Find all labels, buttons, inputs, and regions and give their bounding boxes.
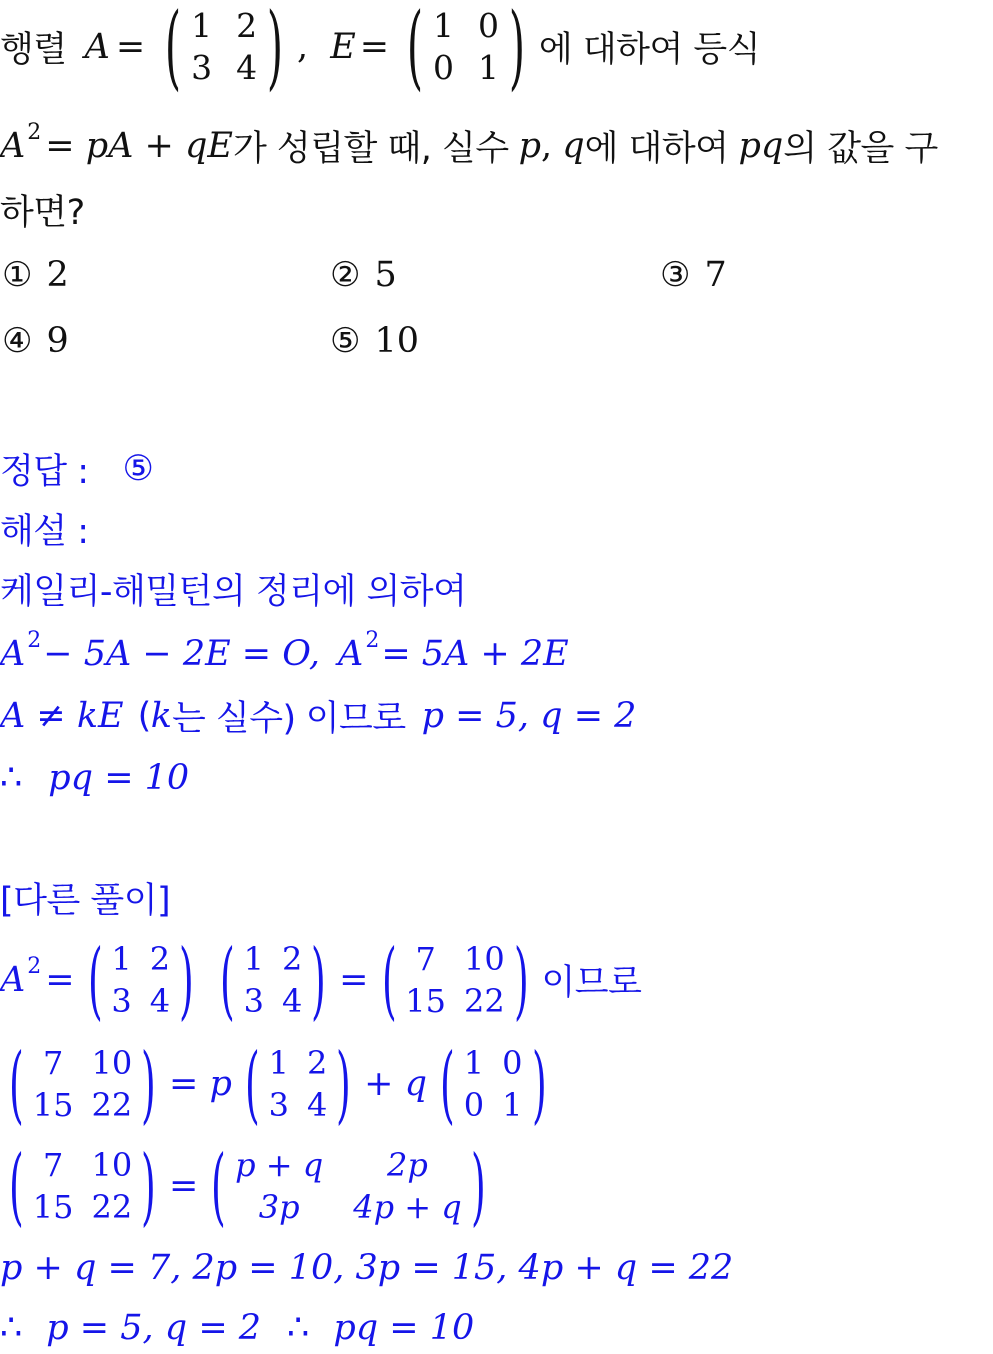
matrix-cell: 1 (268, 1044, 289, 1082)
matrix-a-label: A (84, 27, 110, 67)
explanation-result (0, 752, 189, 804)
equals-sign: = (45, 960, 75, 1000)
matrix (373, 931, 538, 1029)
matrix-grid (33, 1145, 132, 1227)
choice-marker: ② (330, 255, 361, 295)
matrix-cell: 7 (415, 940, 436, 978)
matrix-grid (244, 939, 303, 1021)
right-paren: ) (141, 1137, 156, 1235)
explanation-label-line (0, 504, 89, 554)
alt-line-2 (0, 1035, 559, 1133)
equals-sign: = (339, 960, 369, 1000)
matrix-cell: 10 (464, 940, 505, 978)
matrix-cell: 22 (91, 1086, 133, 1124)
question-line-3 (0, 184, 85, 236)
right-paren: ) (311, 931, 327, 1029)
answer-label: 정답 : (0, 452, 89, 492)
right-paren: ) (267, 0, 284, 100)
choice-value: 5 (374, 255, 397, 295)
matrix-cell: 2 (149, 940, 171, 978)
matrix-grid (405, 939, 504, 1021)
alt-line-1 (0, 931, 642, 1029)
alt-equations: p + q = 7, 2p = 10, 3p = 15, 4p + q = 22 (0, 1248, 734, 1288)
matrix-cell: 1 (191, 6, 213, 45)
answer-line (0, 444, 153, 494)
matrix-cell: 0 (502, 1044, 523, 1082)
eq-a: A (0, 634, 26, 674)
alt-text: 이므로 (541, 963, 642, 1003)
matrix-grid (111, 939, 170, 1021)
matrix-cell: 22 (464, 982, 505, 1020)
choice-marker: ③ (660, 255, 691, 295)
right-paren: ) (513, 931, 529, 1029)
matrix-cell: 7 (42, 1146, 64, 1184)
matrix-cell: 4 (282, 982, 303, 1020)
explanation-theorem: 케일리-해밀턴의 정리에 의하여 (0, 572, 467, 612)
eq-not-scalar: A ≠ kE (0, 696, 124, 736)
matrix-cell: 1 (502, 1086, 523, 1124)
matrix-cell: 4 (149, 982, 171, 1020)
eq-a: A (338, 634, 364, 674)
left-paren: ( (9, 1137, 24, 1235)
matrix-cell: 10 (91, 1146, 133, 1184)
explanation-text: 이므로 (305, 699, 406, 739)
eq-exponent: 2 (27, 119, 42, 145)
question-text-2: 에 대하여 (584, 129, 729, 169)
choice-marker: ④ (2, 321, 33, 361)
alt-line-4 (0, 1242, 733, 1294)
alt-solution-label: [다른 풀이] (0, 881, 171, 921)
matrix-grid (235, 1145, 462, 1227)
matrix (79, 931, 203, 1029)
matrix-cell: 3 (191, 48, 213, 87)
eq-rest: = pA + qE (45, 126, 233, 166)
question-suffix: 에 대하여 등식 (538, 30, 761, 70)
matrix-cell: 0 (432, 48, 454, 87)
matrix-grid (33, 1043, 132, 1125)
matrix-e-label: E (330, 27, 356, 67)
choice-marker: ① (2, 255, 33, 295)
var-p: p (518, 126, 542, 166)
matrix-cell: 3 (111, 982, 132, 1020)
alt-line-5 (0, 1302, 474, 1354)
right-paren: ) (179, 931, 194, 1029)
question-line-1 (0, 0, 761, 100)
choice-value: 2 (46, 255, 69, 295)
left-paren: ( (87, 931, 103, 1029)
matrix-cell: 1 (432, 6, 454, 45)
matrix-cell: 2p (387, 1146, 428, 1184)
choice-value: 7 (704, 255, 727, 295)
explanation-theorem-line (0, 564, 466, 614)
alt-line-3 (0, 1137, 499, 1235)
explanation-label: 해설 : (0, 512, 89, 552)
eq-exponent: 2 (27, 953, 42, 979)
eq-characteristic: − 5A − 2E = O, (43, 634, 321, 674)
comma: , (541, 126, 553, 166)
question-text-1: 가 성립할 때, 실수 (232, 129, 509, 169)
equals-sign: = (115, 27, 146, 67)
equals-sign: = (359, 27, 390, 67)
eq-result: pq = 10 (48, 758, 190, 798)
matrix (0, 1137, 165, 1235)
question-prefix: 행렬 (0, 30, 67, 70)
left-paren: ( (165, 0, 182, 100)
equals-sign: = (169, 1166, 199, 1206)
question-text-3: 의 값을 구 (783, 129, 938, 169)
eq-exponent: 2 (27, 627, 42, 653)
choice-marker: ⑤ (330, 321, 361, 361)
answer-value: ⑤ (122, 449, 154, 489)
choice-value: 9 (46, 321, 69, 361)
alt-result: pq = 10 (333, 1308, 475, 1348)
left-paren: ( (211, 1137, 227, 1235)
paren-open: ( (137, 696, 151, 736)
matrix (0, 1035, 165, 1133)
choice-2[interactable] (330, 250, 397, 300)
var-q: q (562, 126, 585, 166)
matrix (431, 1035, 555, 1133)
matrix-cell: 1 (463, 1044, 485, 1082)
matrix-e-grid (433, 6, 499, 88)
left-paren: ( (244, 1035, 260, 1133)
right-paren: ) (531, 1035, 547, 1133)
matrix-a-grid (191, 6, 257, 88)
left-paren: ( (9, 1035, 24, 1133)
matrix-cell: 15 (32, 1086, 74, 1124)
matrix-cell: 1 (111, 940, 132, 978)
matrix (202, 1137, 494, 1235)
matrix-a (155, 0, 293, 100)
matrix-cell: 0 (463, 1086, 485, 1124)
matrix-cell: 1 (243, 940, 265, 978)
comma: , (297, 27, 309, 67)
matrix-cell: 7 (42, 1044, 64, 1082)
matrix-cell: 4p + q (353, 1188, 462, 1226)
eq-square: = 5A + 2E (381, 634, 569, 674)
var-k: k (150, 696, 172, 736)
matrix-cell: 2 (307, 1044, 328, 1082)
matrix-e (397, 0, 535, 100)
left-paren: ( (381, 931, 397, 1029)
matrix-cell: 22 (91, 1188, 133, 1226)
matrix-grid (269, 1043, 328, 1125)
explanation-text: 는 실수) (172, 699, 296, 739)
matrix (211, 931, 335, 1029)
explanation-eq-2 (0, 690, 636, 742)
choice-5[interactable] (330, 316, 419, 366)
var-pq: pq (738, 126, 784, 166)
eq-values: p = 5, q = 2 (421, 696, 637, 736)
choice-3[interactable] (660, 250, 727, 300)
therefore-symbol: ∴ (0, 1308, 23, 1348)
eq-p: = p (169, 1064, 232, 1104)
matrix-cell: 2 (236, 6, 258, 45)
therefore-symbol: ∴ (0, 758, 23, 798)
matrix-cell: 0 (477, 6, 499, 45)
choice-value: 10 (374, 321, 420, 361)
matrix-cell: 3p (258, 1188, 300, 1226)
matrix-cell: 4 (307, 1086, 328, 1124)
matrix-grid (464, 1043, 523, 1125)
matrix-cell: 15 (32, 1188, 74, 1226)
choice-1[interactable] (2, 250, 69, 300)
left-paren: ( (219, 931, 235, 1029)
matrix-cell: 4 (236, 48, 258, 87)
matrix-cell: 10 (91, 1044, 133, 1082)
therefore-symbol: ∴ (287, 1308, 310, 1348)
matrix-cell: 2 (282, 940, 303, 978)
right-paren: ) (470, 1137, 486, 1235)
matrix-cell: 3 (268, 1086, 289, 1124)
eq-a: A (0, 126, 26, 166)
left-paren: ( (406, 0, 424, 100)
explanation-eq-1 (0, 628, 569, 680)
matrix-cell: p + q (235, 1146, 324, 1184)
alt-solution-label-line (0, 872, 170, 924)
question-text-4: 하면? (0, 193, 85, 233)
eq-a: A (0, 960, 26, 1000)
choice-4[interactable] (2, 316, 69, 366)
left-paren: ( (440, 1035, 455, 1133)
right-paren: ) (336, 1035, 352, 1133)
alt-values: p = 5, q = 2 (46, 1308, 262, 1348)
right-paren: ) (141, 1035, 156, 1133)
right-paren: ) (508, 0, 526, 100)
matrix (236, 1035, 360, 1133)
matrix-cell: 3 (243, 982, 265, 1020)
eq-q: + q (364, 1064, 427, 1104)
matrix-cell: 1 (477, 48, 499, 87)
question-line-2 (0, 120, 938, 172)
matrix-cell: 15 (405, 982, 446, 1020)
eq-exponent: 2 (365, 627, 380, 653)
